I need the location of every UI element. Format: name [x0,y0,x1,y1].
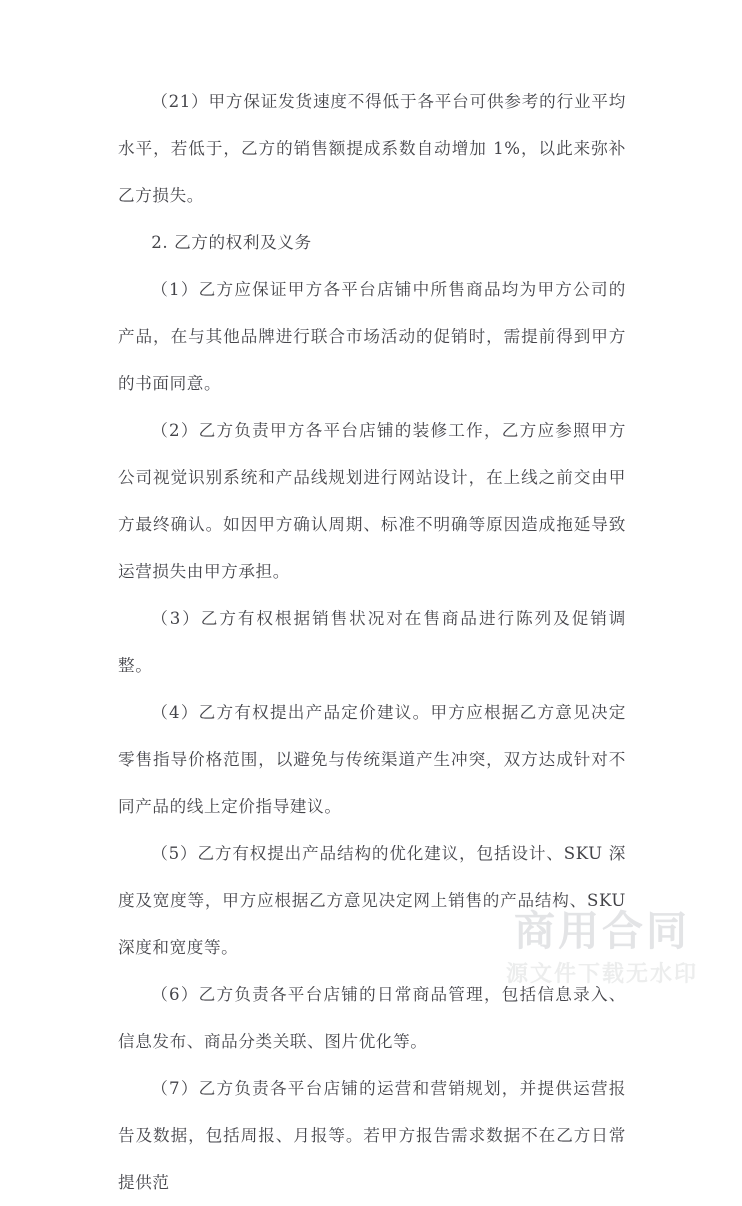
paragraph-clause-6: （6）乙方负责各平台店铺的日常商品管理，包括信息录入、信息发布、商品分类关联、图片优化等。 [118,985,626,1051]
paragraph-clause-2: （2）乙方负责甲方各平台店铺的装修工作，乙方应参照甲方公司视觉识别系统和产品线规划进行网站设计，在上线之前交由甲方最终确认。如因甲方确认周期、标准不明确等原因造成拖延导致运营损失由甲方承担。 [118,421,626,581]
paragraph-clause-1: （1）乙方应保证甲方各平台店铺中所售商品均为甲方公司的产品，在与其他品牌进行联合市场活动的促销时，需提前得到甲方的书面同意。 [118,280,626,393]
paragraph-clause-4: （4）乙方有权提出产品定价建议。甲方应根据乙方意见决定零售指导价格范围，以避免与传统渠道产生冲突，双方达成针对不同产品的线上定价指导建议。 [118,703,626,816]
paragraph-section-2-heading: 2. 乙方的权利及义务 [151,233,312,252]
watermark-main-text: 商用合同 [514,907,690,956]
watermark-sub-text: 源文件下载无水印 [505,962,698,988]
document-text-body [118,78,626,1206]
paragraph-clause-3: （3）乙方有权根据销售状况对在售商品进行陈列及促销调整。 [118,609,626,675]
paragraph-clause-21: （21）甲方保证发货速度不得低于各平台可供参考的行业平均水平，若低于，乙方的销售额提成系数自动增加 1%，以此来弥补乙方损失。 [118,92,626,205]
paragraph-clause-7: （7）乙方负责各平台店铺的运营和营销规划，并提供运营报告及数据，包括周报、月报等。若甲方报告需求数据不在乙方日常提供范 [118,1079,626,1192]
paragraph-clause-5: （5）乙方有权提出产品结构的优化建议，包括设计、SKU 深度及宽度等，甲方应根据乙方意见决定网上销售的产品结构、SKU 深度和宽度等。 [118,844,626,957]
